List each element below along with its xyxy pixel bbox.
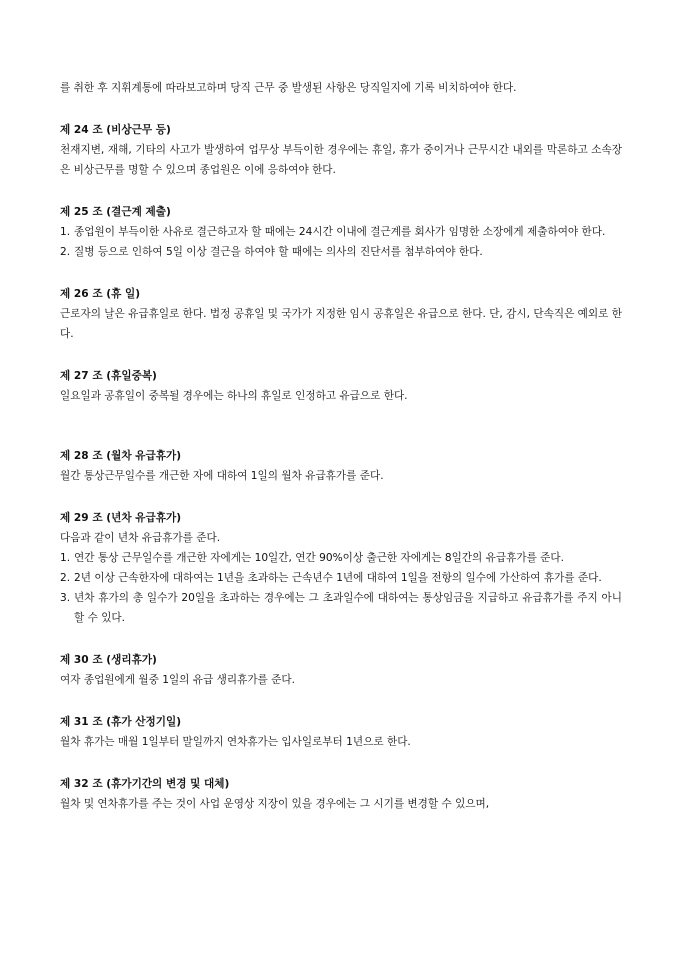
article-28 — [60, 446, 622, 486]
article-30 — [60, 650, 622, 690]
article-paragraph: 일요일과 공휴일이 중복될 경우에는 하나의 휴일로 인정하고 유급으로 한다. — [60, 390, 408, 402]
article-25 — [60, 202, 622, 262]
article-list — [60, 548, 622, 628]
article-paragraph: 월차 및 연차휴가를 주는 것이 사업 운영상 지장이 있을 경우에는 그 시기를 변경할 수 있으며, — [60, 798, 490, 810]
article-paragraph: 근로자의 날은 유급휴일로 한다. 법정 공휴일 및 국가가 지정한 임시 공휴일은 유급으로 한다. 단, 감시, 단속직은 예외로 한다. — [60, 308, 622, 340]
list-item-number: 2. — [60, 572, 71, 584]
article-heading: 제 31 조 (휴가 산정기일) — [60, 716, 182, 728]
list-item-text: 연간 통상 근무일수를 개근한 자에게는 10일간, 연간 90%이상 출근한 자에게는 8일간의 유급휴가를 준다. — [74, 552, 565, 564]
list-item-number: 3. — [60, 592, 71, 604]
article-paragraph: 월차 휴가는 매월 1일부터 말일까지 연차휴가는 입사일로부터 1년으로 한다. — [60, 736, 411, 748]
article-24 — [60, 120, 622, 180]
list-item-number: 1. — [60, 226, 71, 238]
article-list — [60, 222, 622, 262]
article-26 — [60, 284, 622, 344]
list-item — [60, 588, 622, 628]
list-item-text: 년차 휴가의 총 일수가 20일을 초과하는 경우에는 그 초과일수에 대하여는 통상임금을 지급하고 유급휴가를 주지 아니할 수 있다. — [74, 592, 622, 624]
article-32 — [60, 774, 622, 814]
article-heading: 제 24 조 (비상근무 등) — [60, 124, 171, 136]
article-paragraph: 월간 통상근무일수를 개근한 자에 대하여 1일의 월차 유급휴가를 준다. — [60, 470, 384, 482]
article-29 — [60, 508, 622, 628]
list-item — [60, 568, 622, 588]
article-heading: 제 25 조 (결근계 제출) — [60, 206, 171, 218]
article-27 — [60, 366, 622, 406]
list-item — [60, 222, 622, 242]
article-paragraph: 여자 종업원에게 월중 1일의 유급 생리휴가를 준다. — [60, 674, 295, 686]
list-item-text: 2년 이상 근속한자에 대하여는 1년을 초과하는 근속년수 1년에 대하여 1일을 전항의 일수에 가산하여 휴가를 준다. — [74, 572, 602, 584]
list-item-number: 2. — [60, 246, 71, 258]
intro-paragraph: 를 취한 후 지휘계통에 따라보고하며 당직 근무 중 발생된 사항은 당직일지에 기록 비치하여야 한다. — [60, 82, 517, 94]
list-item — [60, 548, 622, 568]
article-heading: 제 32 조 (휴가기간의 변경 및 대체) — [60, 778, 230, 790]
article-heading: 제 30 조 (생리휴가) — [60, 654, 157, 666]
article-heading: 제 27 조 (휴일중복) — [60, 370, 157, 382]
article-31 — [60, 712, 622, 752]
list-item-text: 종업원이 부득이한 사유로 결근하고자 할 때에는 24시간 이내에 결근계를 회사가 임명한 소장에게 제출하여야 한다. — [74, 226, 606, 238]
list-item-number: 1. — [60, 552, 71, 564]
article-paragraph: 천재지변, 재해, 기타의 사고가 발생하여 업무상 부득이한 경우에는 휴일, 휴가 중이거나 근무시간 내외를 막론하고 소속장은 비상근무를 명할 수 있으며 종업원은 이에 응하여야 한다. — [60, 144, 622, 176]
list-item-text: 질병 등으로 인하여 5일 이상 결근을 하여야 할 때에는 의사의 진단서를 첨부하여야 한다. — [74, 246, 483, 258]
article-heading: 제 28 조 (월차 유급휴가) — [60, 450, 182, 462]
article-paragraph: 다음과 같이 년차 유급휴가를 준다. — [60, 532, 221, 544]
list-item — [60, 242, 622, 262]
article-heading: 제 29 조 (년차 유급휴가) — [60, 512, 182, 524]
article-heading: 제 26 조 (휴 일) — [60, 288, 141, 300]
